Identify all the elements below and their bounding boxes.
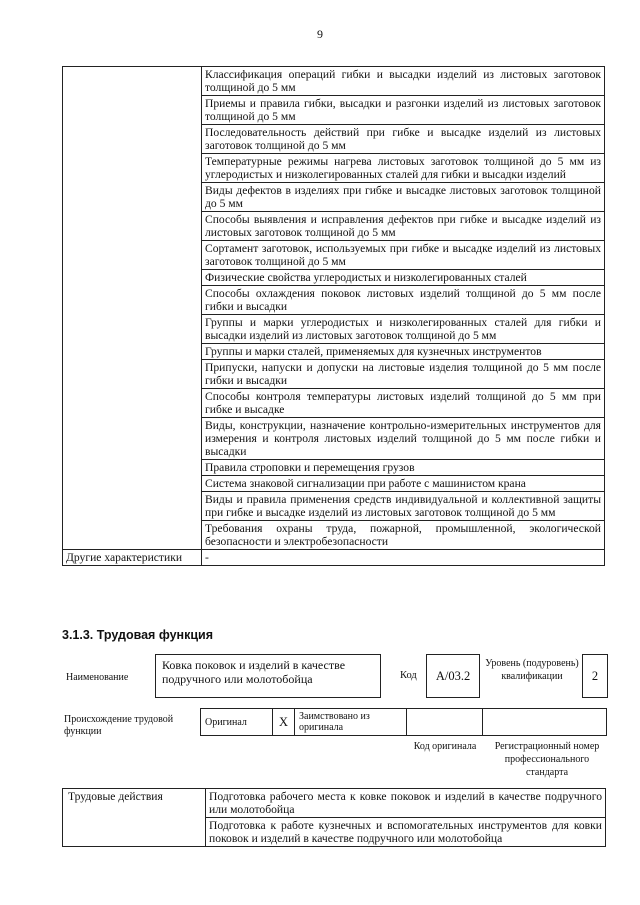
knowledge-label-cell (63, 460, 202, 476)
actions-row (63, 789, 606, 818)
knowledge-item: Приемы и правила гибки, высадки и разгонки изделий из листовых заготовок толщиной до 5 мм (202, 96, 605, 125)
actions-label: Трудовые действия (63, 789, 206, 847)
knowledge-label-cell (63, 212, 202, 241)
knowledge-row (63, 315, 605, 344)
knowledge-row (63, 270, 605, 286)
actions-table (62, 788, 606, 847)
qualification-level-label: Уровень (подуровень) квалификации (485, 658, 579, 682)
knowledge-label-cell (63, 521, 202, 550)
origin-borrowed-cell: Заимствовано из оригинала (295, 709, 407, 736)
knowledge-label-cell (63, 418, 202, 460)
knowledge-label-cell (63, 183, 202, 212)
knowledge-item: Способы охлаждения поковок листовых изделий толщиной до 5 мм после гибки и высадки (202, 286, 605, 315)
knowledge-row (63, 96, 605, 125)
knowledge-item: Система знаковой сигнализации при работе с машинистом крана (202, 476, 605, 492)
knowledge-row (63, 521, 605, 550)
origin-reg-caption: Регистрационный номер профессионального стандарта (494, 741, 600, 778)
knowledge-table (62, 66, 605, 566)
knowledge-label-cell (63, 315, 202, 344)
origin-code-caption: Код оригинала (413, 741, 477, 752)
function-code-value: А/03.2 (426, 654, 480, 698)
other-characteristics-row (63, 550, 605, 566)
knowledge-row (63, 360, 605, 389)
knowledge-label-cell (63, 154, 202, 183)
knowledge-label-cell (63, 286, 202, 315)
other-characteristics-label: Другие характеристики (63, 550, 202, 566)
action-item: Подготовка рабочего места к ковке поковок и изделий в качестве подручного или молотобойца (206, 789, 606, 818)
knowledge-label-cell (63, 241, 202, 270)
knowledge-row (63, 286, 605, 315)
origin-mark-cell: X (273, 709, 295, 736)
knowledge-item: Виды, конструкции, назначение контрольно-измерительных инструментов для измерения и контроля листовых изделий толщиной до 5 мм после гибки и высадки (202, 418, 605, 460)
knowledge-item: Правила строповки и перемещения грузов (202, 460, 605, 476)
knowledge-item: Группы и марки углеродистых и низколегированных сталей для гибки и высадки изделий из листовых заготовок толщиной до 5 мм (202, 315, 605, 344)
knowledge-row (63, 125, 605, 154)
other-characteristics-value: - (202, 550, 605, 566)
knowledge-label-cell (63, 270, 202, 286)
section-title: 3.1.3. Трудовая функция (62, 628, 214, 642)
knowledge-row (63, 212, 605, 241)
origin-label: Происхождение трудовой функции (64, 714, 174, 737)
knowledge-item: Способы контроля температуры листовых изделий толщиной до 5 мм при гибке и высадке (202, 389, 605, 418)
knowledge-row (63, 183, 605, 212)
knowledge-item: Виды и правила применения средств индивидуальной и коллективной защиты при гибке и высадке изделий из листовых заготовок толщиной до 5 мм (202, 492, 605, 521)
knowledge-row (63, 418, 605, 460)
qualification-level-value: 2 (582, 654, 608, 698)
origin-table (200, 708, 607, 736)
knowledge-item: Способы выявления и исправления дефектов при гибке и высадке изделий из листовых заготовок толщиной до 5 мм (202, 212, 605, 241)
knowledge-item: Сортамент заготовок, используемых при гибке и высадке изделий из листовых заготовок толщиной до 5 мм (202, 241, 605, 270)
knowledge-item: Физические свойства углеродистых и низколегированных сталей (202, 270, 605, 286)
knowledge-label-cell (63, 360, 202, 389)
actions-body (63, 789, 606, 847)
knowledge-label-cell (63, 125, 202, 154)
knowledge-label-cell (63, 344, 202, 360)
knowledge-row (63, 492, 605, 521)
knowledge-label-cell (63, 67, 202, 96)
knowledge-row (63, 476, 605, 492)
knowledge-item: Припуски, напуски и допуски на листовые изделия толщиной до 5 мм после гибки и высадки (202, 360, 605, 389)
knowledge-item: Группы и марки сталей, применяемых для кузнечных инструментов (202, 344, 605, 360)
page-number: 9 (317, 27, 323, 41)
knowledge-item: Виды дефектов в изделиях при гибке и высадке листовых заготовок толщиной до 5 мм (202, 183, 605, 212)
knowledge-item: Последовательность действий при гибке и высадке изделий из листовых заготовок толщиной до 5 мм (202, 125, 605, 154)
code-label: Код (400, 670, 417, 681)
knowledge-label-cell (63, 476, 202, 492)
origin-original-cell: Оригинал (201, 709, 273, 736)
name-label: Наименование (66, 672, 129, 683)
function-name-value: Ковка поковок и изделий в качестве подручного или молотобойца (155, 654, 381, 698)
knowledge-row (63, 344, 605, 360)
origin-code-cell (407, 709, 483, 736)
knowledge-row (63, 241, 605, 270)
knowledge-row (63, 154, 605, 183)
knowledge-row (63, 389, 605, 418)
knowledge-body (63, 67, 605, 566)
action-item: Подготовка к работе кузнечных и вспомогательных инструментов для ковки поковок и изделий в качестве подручного или молотобойца (206, 818, 606, 847)
knowledge-label-cell (63, 492, 202, 521)
origin-reg-number-cell (483, 709, 607, 736)
knowledge-row (63, 67, 605, 96)
knowledge-label-cell (63, 96, 202, 125)
knowledge-item: Классификация операций гибки и высадки изделий из листовых заготовок толщиной до 5 мм (202, 67, 605, 96)
knowledge-item: Требования охраны труда, пожарной, промышленной, экологической безопасности и электробезопасности (202, 521, 605, 550)
knowledge-item: Температурные режимы нагрева листовых заготовок толщиной до 5 мм из углеродистых и низколегированных сталей для гибки и высадки изделий (202, 154, 605, 183)
knowledge-label-cell (63, 389, 202, 418)
knowledge-row (63, 460, 605, 476)
